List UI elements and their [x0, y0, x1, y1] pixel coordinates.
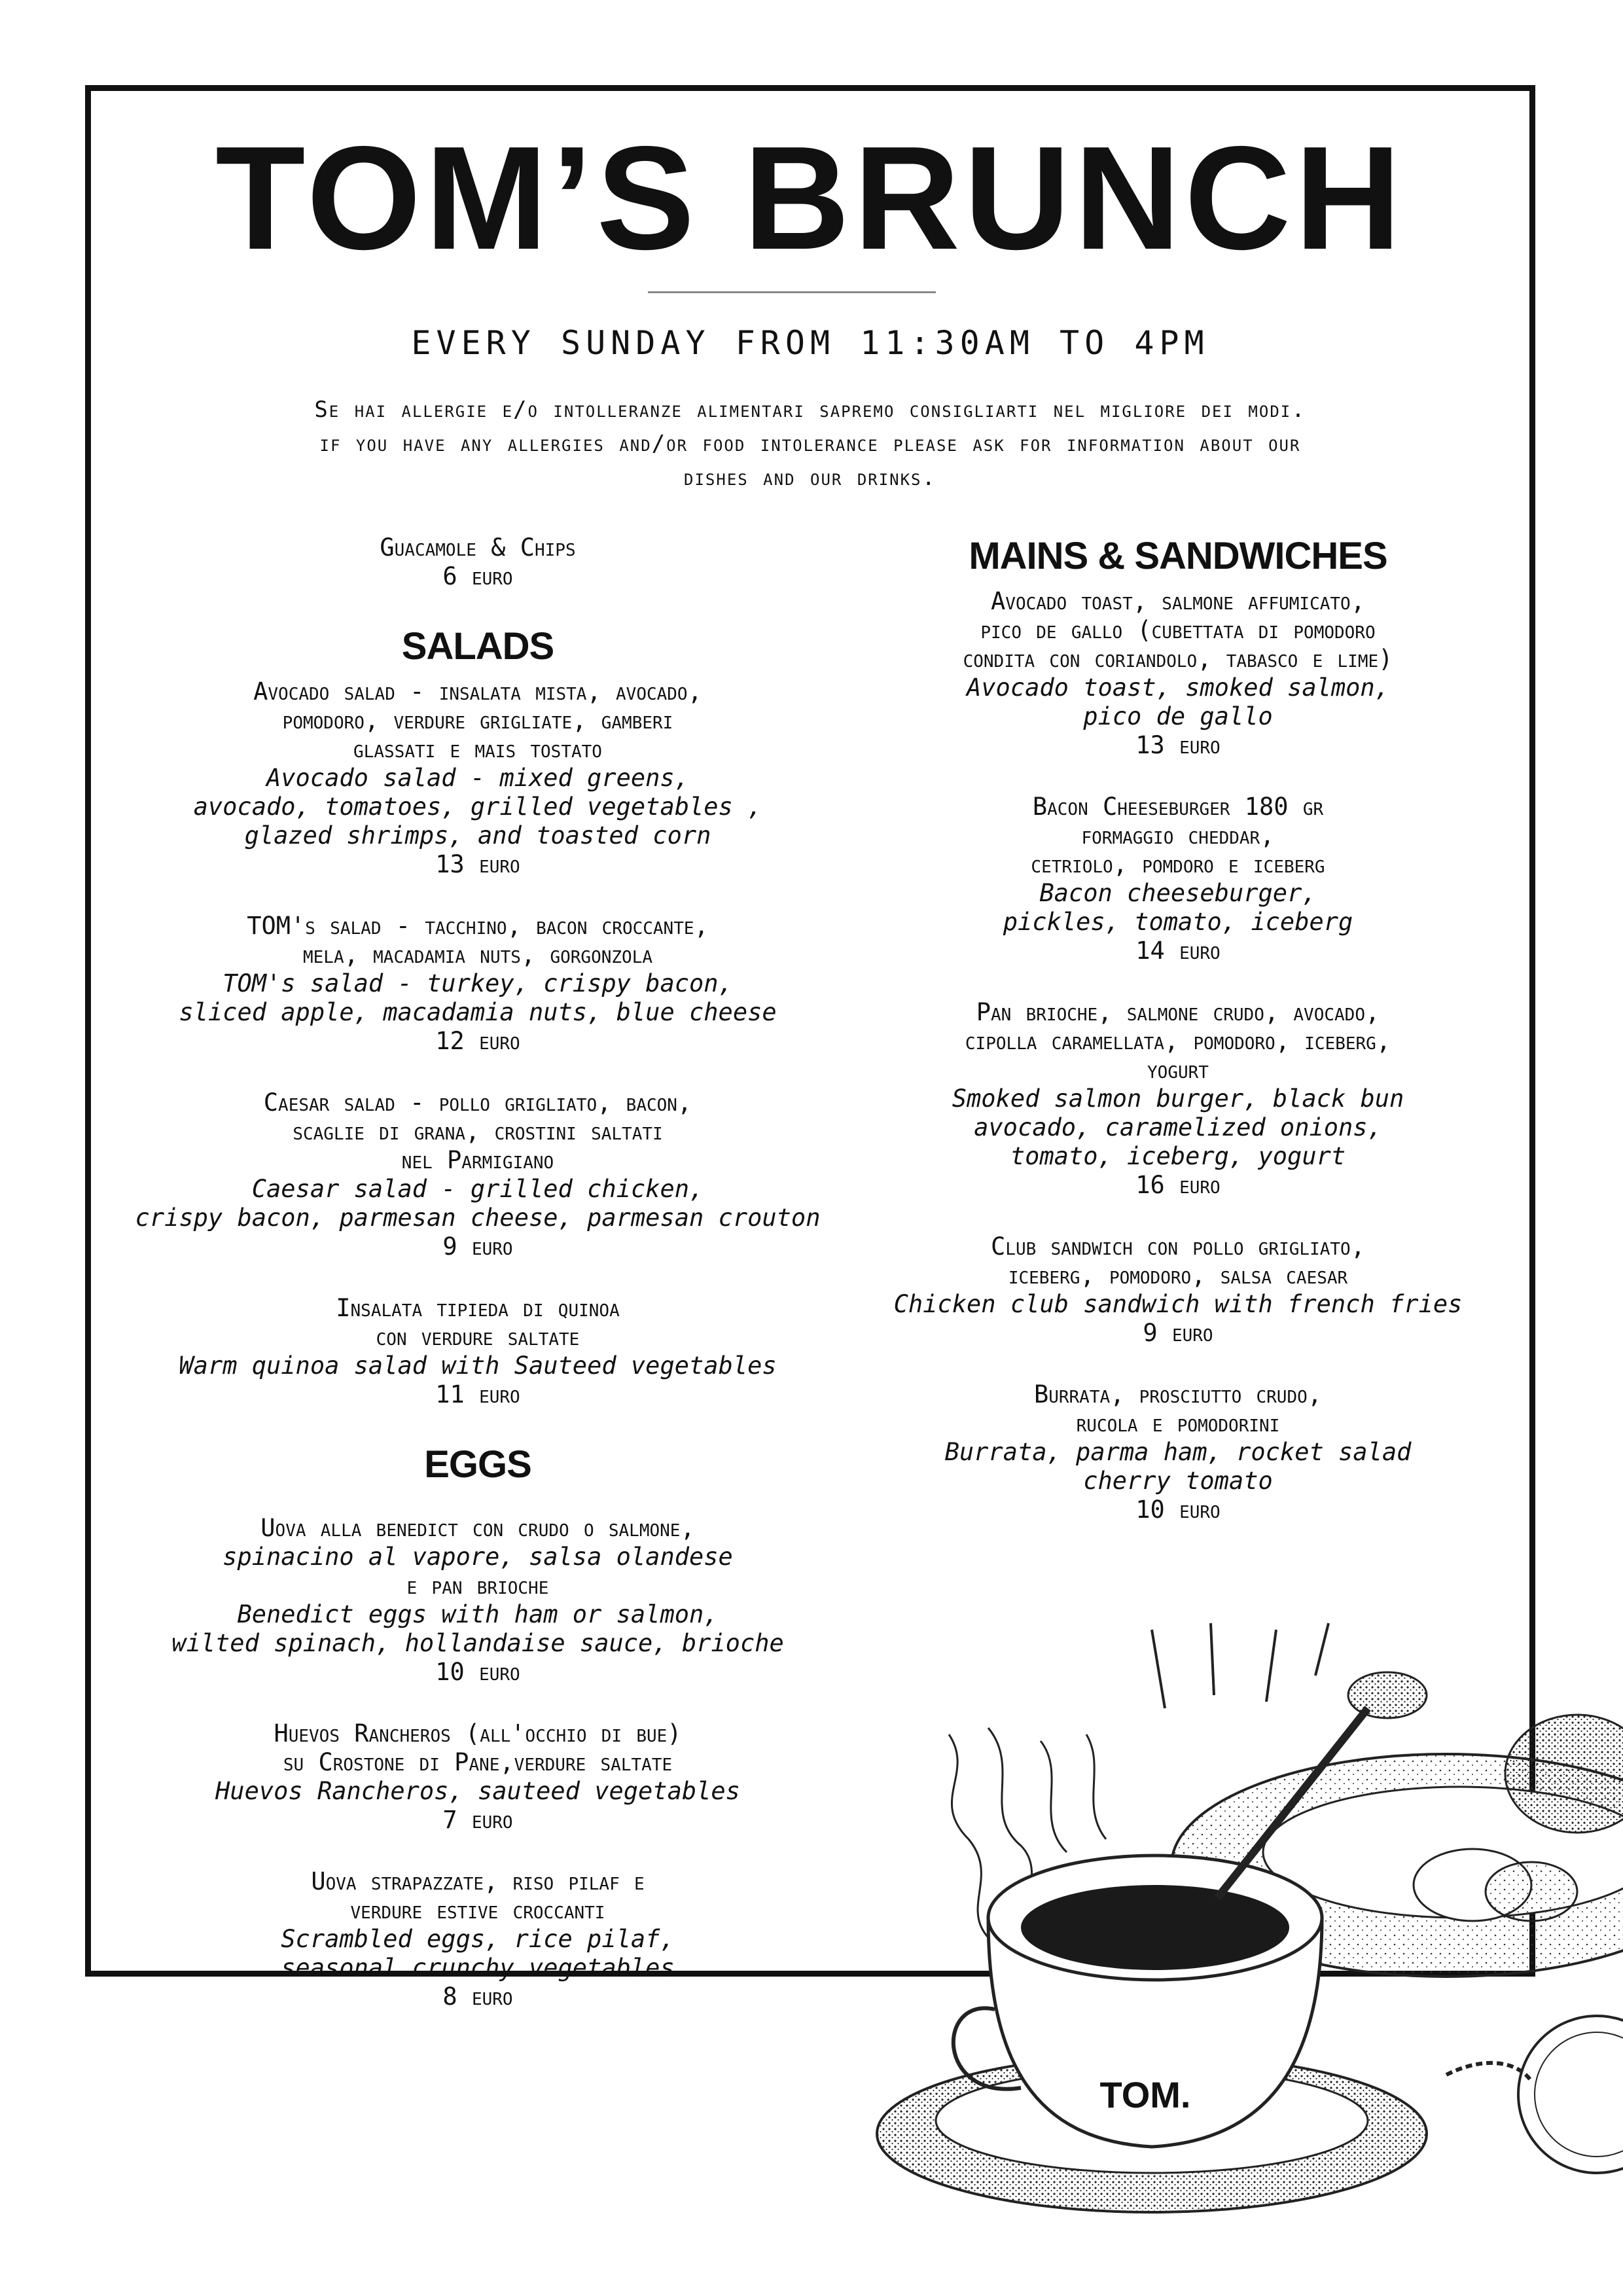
item-desc-it: Uova alla benedict con crudo o salmone,: [260, 1514, 695, 1542]
item-price: 13 euro: [1135, 731, 1221, 759]
item-name: Guacamole & Chips: [380, 533, 576, 562]
item-desc-it: yogurt: [1147, 1056, 1209, 1084]
schedule-subtitle: EVERY SUNDAY FROM 11:30AM TO 4PM: [411, 324, 1209, 362]
menu-item-guacamole: [118, 533, 838, 591]
item-desc-it: cipolla caramellata, pomodoro, iceberg,: [965, 1027, 1391, 1055]
allergy-line: dishes and our drinks.: [684, 465, 936, 491]
item-desc-it: Avocado toast, salmone affumicato,: [991, 587, 1365, 615]
item-desc-it: scaglie di grana, crostini saltati: [293, 1117, 663, 1145]
left-column: [118, 533, 838, 2044]
item-desc-it: cetriolo, pomdoro e iceberg: [1031, 850, 1325, 878]
item-desc-en: pico de gallo: [1083, 702, 1273, 730]
item-desc-it: rucola e pomodorini: [1076, 1409, 1280, 1437]
item-desc-it: Huevos Rancheros (all'occhio di bue): [274, 1719, 682, 1748]
menu-item-quinoa-salad: [118, 1294, 838, 1409]
page-title: TOM’S BRUNCH: [215, 115, 1405, 280]
menu-item-caesar-salad: [118, 1088, 838, 1261]
item-price: 10 euro: [1135, 1496, 1221, 1524]
allergy-notice: [151, 393, 1470, 495]
item-desc-it: e pan brioche: [406, 1571, 549, 1600]
item-desc-it: Pan brioche, salmone crudo, avocado,: [976, 998, 1380, 1026]
item-price: 6 euro: [442, 562, 513, 590]
allergy-line: if you have any allergies and/or food intolerance please ask for information about our: [319, 431, 1301, 457]
item-desc-en: spinacino al vapore, salsa olandese: [223, 1543, 733, 1571]
item-price: 9 euro: [442, 1232, 513, 1261]
right-column: [818, 533, 1538, 1557]
item-desc-it: Club sandwich con pollo grigliato,: [991, 1232, 1365, 1261]
item-desc-en: Scrambled eggs, rice pilaf,: [281, 1925, 675, 1953]
item-desc-it: pico de gallo (cubettata di pomodoro: [980, 616, 1376, 644]
item-desc-en: Caesar salad - grilled chicken,: [251, 1175, 704, 1203]
item-desc-it: Bacon Cheeseburger 180 gr: [1032, 793, 1324, 821]
item-price: 14 euro: [1135, 937, 1221, 965]
item-desc-en: Smoked salmon burger, black bun: [952, 1085, 1404, 1113]
cup-label: TOM.: [1099, 2074, 1191, 2115]
item-desc-en: avocado, caramelized onions,: [974, 1113, 1382, 1141]
menu-item-salmon-burger: [818, 998, 1538, 1200]
item-desc-it: verdure estive croccanti: [350, 1896, 605, 1924]
item-desc-it: Uova strapazzate, riso pilaf e: [311, 1867, 645, 1895]
menu-item-club-sandwich: [818, 1232, 1538, 1348]
menu-item-avocado-toast: [818, 587, 1538, 760]
item-desc-en: Avocado salad - mixed greens,: [266, 764, 689, 792]
item-price: 8 euro: [442, 1982, 513, 2011]
item-price: 9 euro: [1143, 1319, 1213, 1347]
item-desc-it: iceberg, pomodoro, salsa caesar: [1008, 1261, 1348, 1289]
item-desc-it: mela, macadamia nuts, gorgonzola: [302, 941, 653, 969]
item-desc-en: crispy bacon, parmesan cheese, parmesan crouton: [135, 1204, 821, 1232]
item-desc-it: con verdure saltate: [376, 1323, 580, 1351]
item-desc-it: Burrata, prosciutto crudo,: [1033, 1380, 1323, 1408]
menu-item-eggs-benedict: [118, 1514, 838, 1687]
section-title-mains: MAINS & SANDWICHES: [969, 535, 1387, 577]
item-desc-it: Caesar salad - pollo grigliato, bacon,: [263, 1088, 692, 1117]
pocket-watch-drawing: [1446, 2016, 1623, 2173]
title-divider: [648, 291, 936, 293]
item-desc-en: Burrata, parma ham, rocket salad: [944, 1438, 1412, 1466]
item-desc-it: pomodoro, verdure grigliate, gamberi: [282, 706, 673, 734]
item-desc-en: Chicken club sandwich with french fries: [893, 1290, 1463, 1318]
item-price: 7 euro: [442, 1806, 513, 1834]
item-desc-en: seasonal crunchy vegetables: [281, 1954, 675, 1982]
item-price: 10 euro: [435, 1658, 520, 1686]
item-desc-it: TOM's salad - tacchino, bacon croccante,: [247, 912, 709, 940]
item-desc-en: TOM's salad - turkey, crispy bacon,: [223, 969, 733, 997]
item-desc-en: Benedict eggs with ham or salmon,: [237, 1600, 719, 1628]
section-title-eggs: EGGS: [424, 1443, 531, 1486]
item-desc-it: condita con coriandolo, tabasco e lime): [963, 645, 1393, 673]
coffee-cup-illustration: [870, 1604, 1623, 2296]
allergy-line: Se hai allergie e/o intolleranze alimentari sapremo consigliarti nel migliore dei modi.: [314, 397, 1306, 423]
sparkle-lines: [1152, 1623, 1329, 1708]
item-desc-en: tomato, iceberg, yogurt: [1010, 1142, 1346, 1170]
item-desc-en: glazed shrimps, and toasted corn: [244, 821, 711, 850]
item-desc-en: pickles, tomato, iceberg: [1003, 908, 1353, 936]
item-desc-en: wilted spinach, hollandaise sauce, brioche: [171, 1629, 784, 1657]
item-desc-it: su Crostone di Pane,verdure saltate: [283, 1748, 673, 1776]
item-desc-en: Avocado toast, smoked salmon,: [966, 673, 1389, 702]
menu-item-burrata: [818, 1380, 1538, 1524]
item-price: 12 euro: [435, 1027, 520, 1055]
menu-item-bacon-cheeseburger: [818, 793, 1538, 965]
menu-item-avocado-salad: [118, 677, 838, 879]
menu-item-huevos-rancheros: [118, 1719, 838, 1835]
item-desc-en: Huevos Rancheros, sauteed vegetables: [215, 1777, 740, 1805]
item-desc-en: sliced apple, macadamia nuts, blue cheese: [179, 998, 777, 1026]
menu-item-scrambled-eggs: [118, 1867, 838, 2011]
item-desc-en: Warm quinoa salad with Sauteed vegetables: [179, 1352, 777, 1380]
section-title-salads: SALADS: [401, 625, 554, 668]
item-desc-it: glassati e mais tostato: [353, 735, 602, 763]
item-desc-it: formaggio cheddar,: [1081, 821, 1275, 850]
item-desc-it: Avocado salad - insalata mista, avocado,: [253, 677, 702, 706]
item-price: 11 euro: [435, 1380, 520, 1408]
item-desc-en: avocado, tomatoes, grilled vegetables ,: [193, 793, 762, 821]
item-price: 13 euro: [435, 850, 520, 878]
item-price: 16 euro: [1135, 1171, 1221, 1199]
item-desc-it: Insalata tipieda di quinoa: [336, 1294, 620, 1322]
menu-item-toms-salad: [118, 912, 838, 1056]
item-desc-en: cherry tomato: [1083, 1467, 1273, 1495]
item-desc-it: nel Parmigiano: [401, 1146, 554, 1174]
item-desc-en: Bacon cheeseburger,: [1039, 879, 1317, 907]
